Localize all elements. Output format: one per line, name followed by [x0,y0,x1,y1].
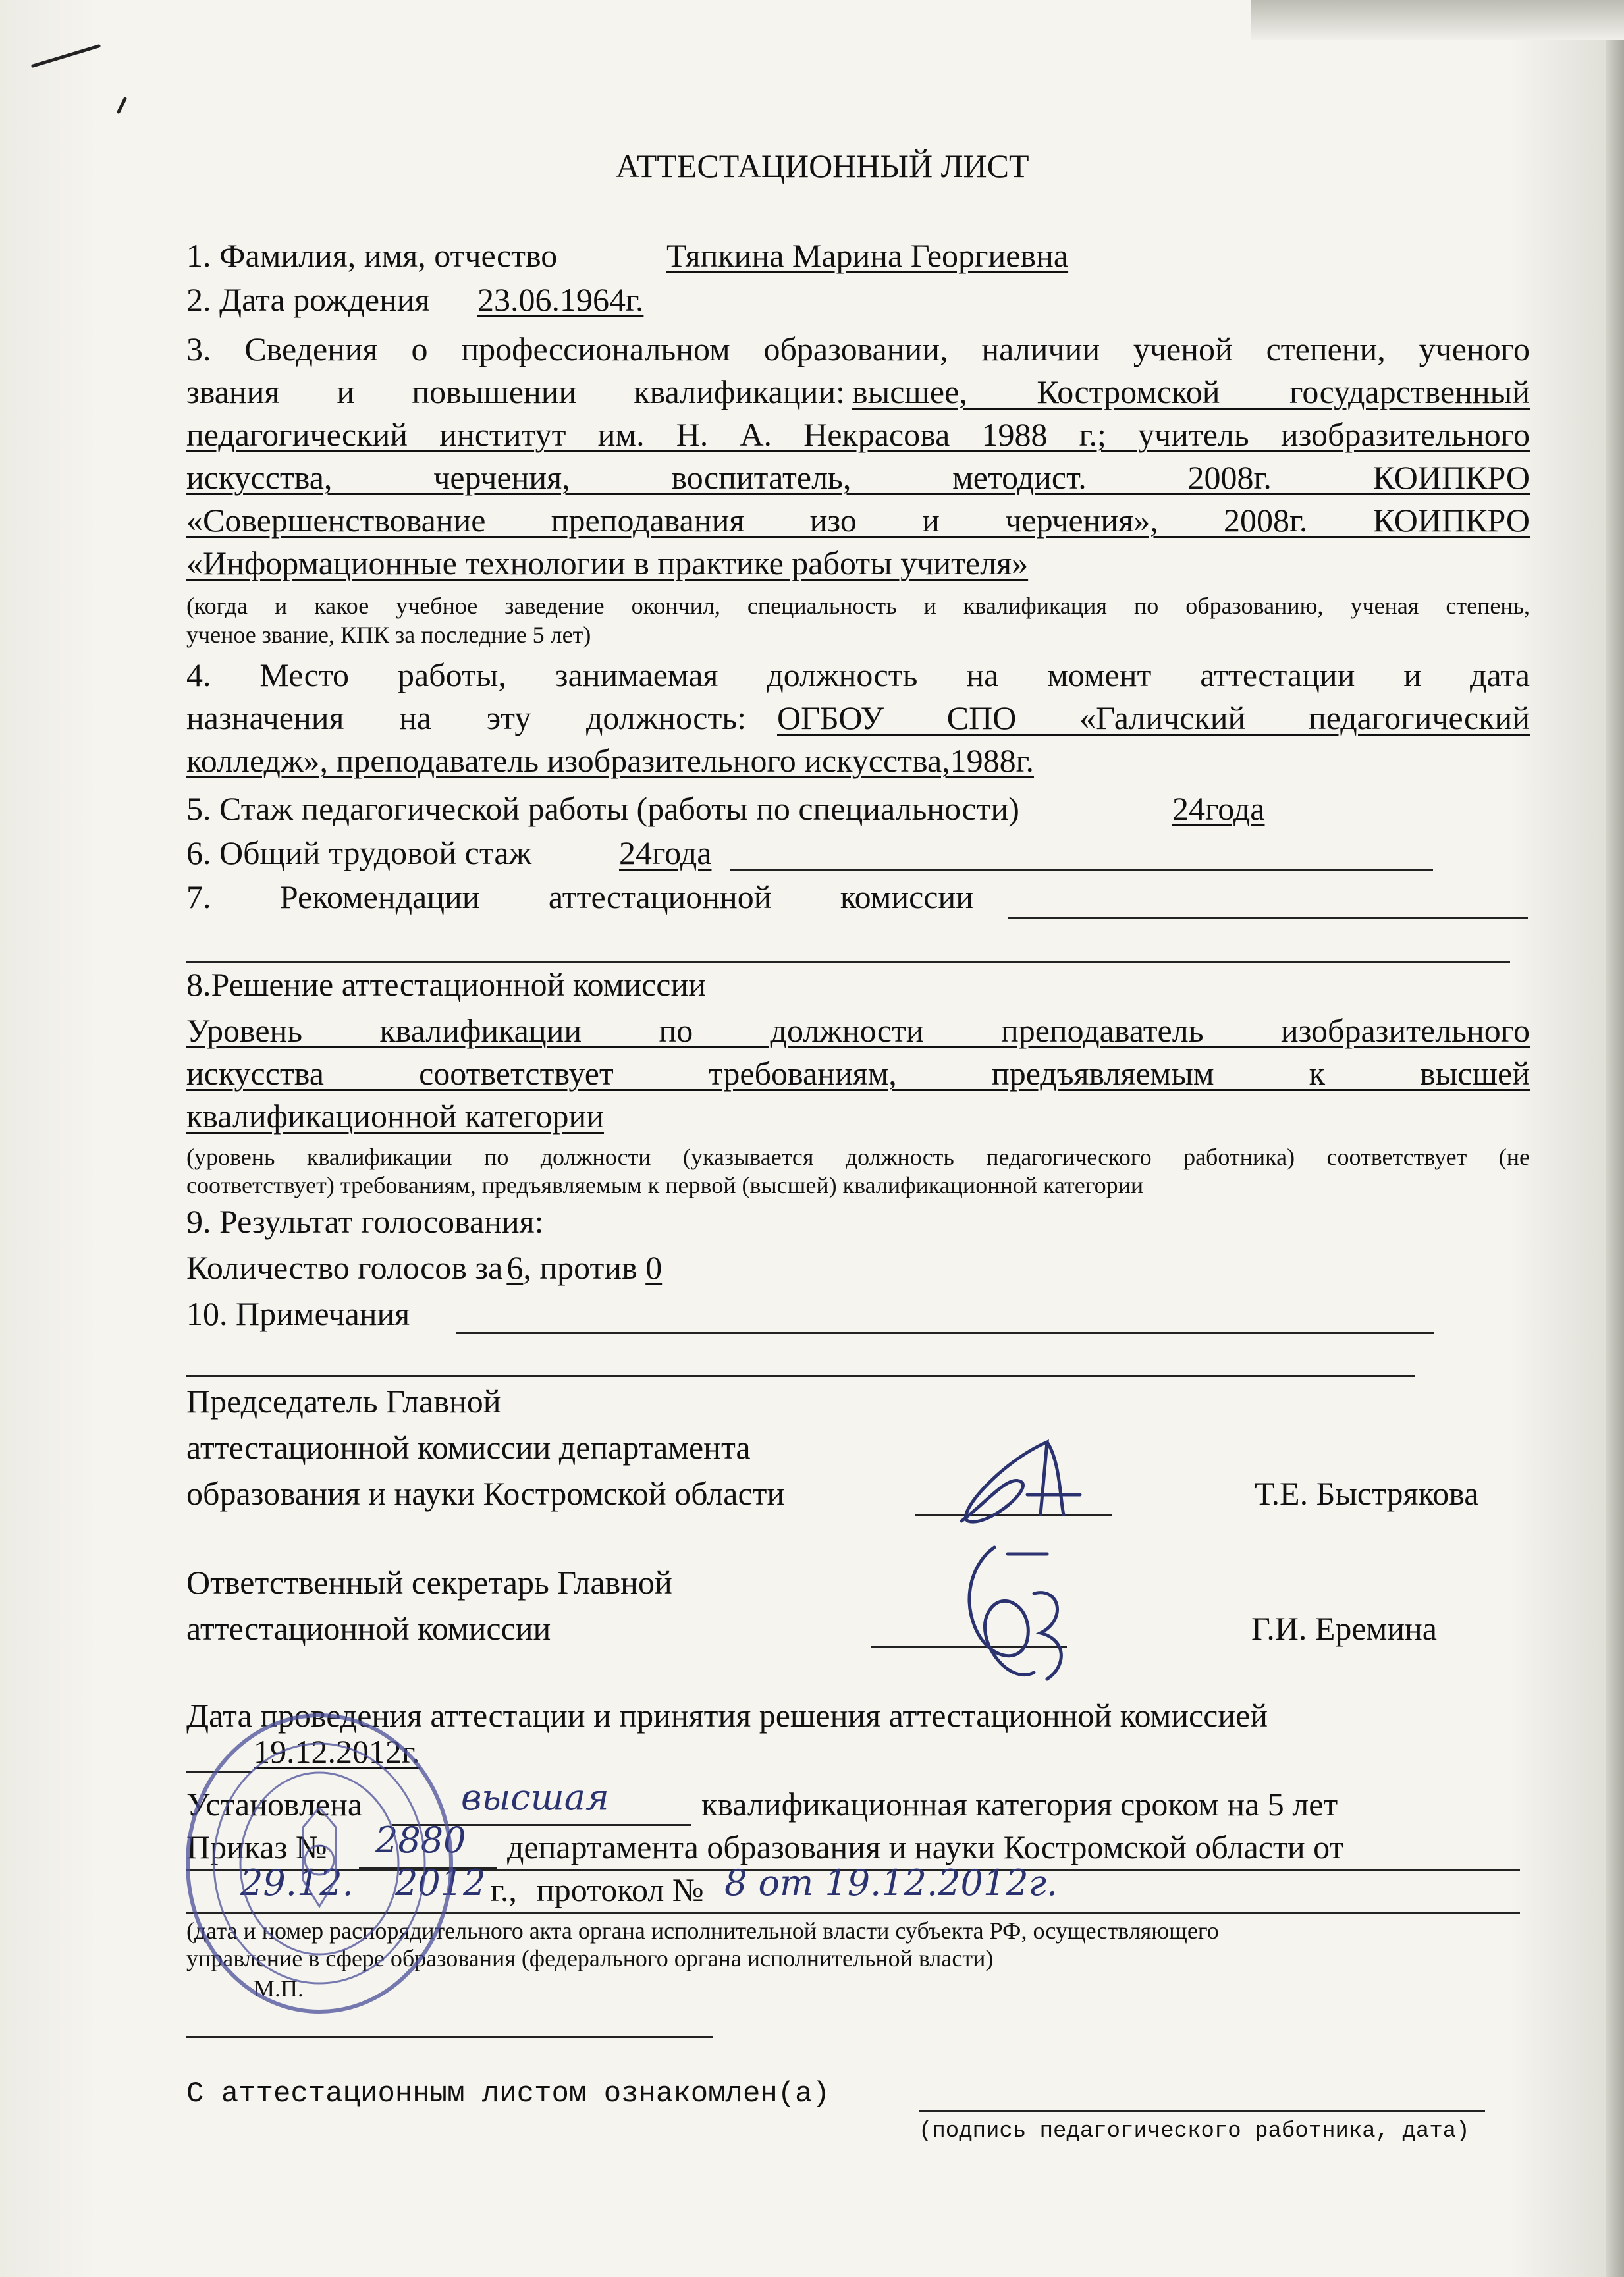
mp-label: М.П. [254,1975,304,2002]
paper-edge-shadow [1606,0,1624,2277]
item3-line2-value: высшее, Костромской государственный [852,373,1530,410]
order-date-day: 29.12. [240,1862,354,1904]
acquainted-label: С аттестационным листом ознакомлен(а) [186,2077,830,2110]
item4-line2-value: ОГБОУ СПО «Галичский педагогический [777,699,1530,736]
item3-line3: педагогический институт им. Н. А. Некрасова 1988 г.; учитель изобразительного [186,416,1530,453]
item3-note-line2: ученое звание, КПК за последние 5 лет) [186,622,591,648]
chair-line2: аттестационной комиссии департамента [186,1429,751,1466]
item4-line1: 4. Место работы, занимаемая должность на момент аттестации и дата [186,656,1530,693]
date-value: 19.12.2012г. [254,1733,420,1770]
official-stamp [175,1696,464,2038]
acquainted-note: (подпись педагогического работника, дата) [919,2119,1470,2144]
order-date-year: 2012 [395,1862,486,1904]
votes-line [186,1248,662,1287]
order-label: Приказ № [186,1829,327,1865]
item10-label: 10. Примечания [186,1295,410,1332]
corner-pen-mark [26,33,132,138]
item3-line2-label: звания и повышении квалификации: [186,373,845,410]
secretary-signature [935,1534,1093,1699]
acquainted-line [919,2110,1485,2112]
votes-mid: , против [523,1249,637,1286]
chair-signature [948,1422,1120,1541]
votes-for: 6 [506,1249,524,1286]
item2-label: 2. Дата рождения [186,281,430,318]
item5-value: 24года [1172,790,1265,827]
votes-against: 0 [645,1249,663,1286]
established-label: Установлена [186,1786,363,1823]
item8-line2: искусства соответствует требованиям, предъявляемым к высшей [186,1055,1530,1092]
established-value: высшая [461,1777,609,1818]
item8-note-line2: соответствует) требованиям, предъявляемым к первой (высшей) квалификационной категории [186,1172,1144,1198]
chair-line1: Председатель Главной [186,1383,501,1420]
item7-blank-line-2 [186,961,1510,963]
established-suffix: квалификационная категория сроком на 5 лет [701,1786,1338,1823]
item1-value: Тяпкина Марина Георгиевна [666,237,1069,274]
item9-label: 9. Результат голосования: [186,1203,544,1240]
secretary-line1: Ответственный секретарь Главной [186,1564,672,1601]
paper-corner-shadow [1251,0,1624,40]
item3-note-line1: (когда и какое учебное заведение окончил, специальность и квалификация по образованию, ученая степень, [186,593,1530,619]
order-number: 2880 [375,1819,466,1861]
item8-line3: квалификационной категории [186,1098,605,1135]
item6-label: 6. Общий трудовой стаж [186,834,532,871]
item3-line6: «Информационные технологии в практике работы учителя» [186,545,1029,581]
item6-value: 24года [619,834,712,871]
item2-value: 23.06.1964г. [477,281,644,318]
votes-prefix: Количество голосов за [186,1249,503,1286]
secretary-name: Г.И. Еремина [1251,1610,1437,1647]
item1-label: 1. Фамилия, имя, отчество [186,237,558,274]
item10-blank-line-2 [186,1375,1415,1377]
item8-note-line1: (уровень квалификации по должности (указывается должность педагогического работника) соответствует (не [186,1144,1530,1170]
item4-line3: колледж», преподаватель изобразительного искусства,1988г. [186,742,1035,779]
item7-label: 7. Рекомендации аттестационной комиссии [186,878,973,915]
item3-line1: 3. Сведения о профессиональном образовании, наличии ученой степени, ученого [186,331,1530,367]
protocol-value: 8 от 19.12.2012г. [724,1862,1058,1904]
chair-line3: образования и науки Костромской области [186,1475,785,1512]
item5-label: 5. Стаж педагогической работы (работы по специальности) [186,790,1019,827]
item6-blank-line [730,869,1433,871]
secretary-line2: аттестационной комиссии [186,1610,551,1647]
item7-blank-line [1008,917,1528,919]
date-line: Дата проведения аттестации и принятия решения аттестационной комиссией [186,1697,1268,1734]
item10-blank-line [456,1332,1434,1334]
item3-line5: «Совершенствование преподавания изо и черчения», 2008г. КОИПКРО [186,502,1530,539]
item4-line2-label: назначения на эту должность: [186,699,746,736]
protocol-label: протокол № [537,1871,704,1908]
act-note-line1: (дата и номер распорядительного акта органа исполнительной власти субъекта РФ, осуществляющего [186,1917,1219,1944]
item8-label: 8.Решение аттестационной комиссии [186,966,707,1003]
document-title: АТТЕСТАЦИОННЫЙ ЛИСТ [616,147,1029,184]
order-suffix: департамента образования и науки Костромской области от [507,1829,1344,1865]
order-year-suffix: г., [491,1871,517,1908]
act-note-line2: управление в сфере образования (федерального органа исполнительной власти) [186,1945,994,1971]
chair-name: Т.Е. Быстрякова [1255,1475,1479,1512]
item3-line4: искусства, черчения, воспитатель, методист. 2008г. КОИПКРО [186,459,1530,496]
item8-line1: Уровень квалификации по должности преподаватель изобразительного [186,1012,1530,1049]
